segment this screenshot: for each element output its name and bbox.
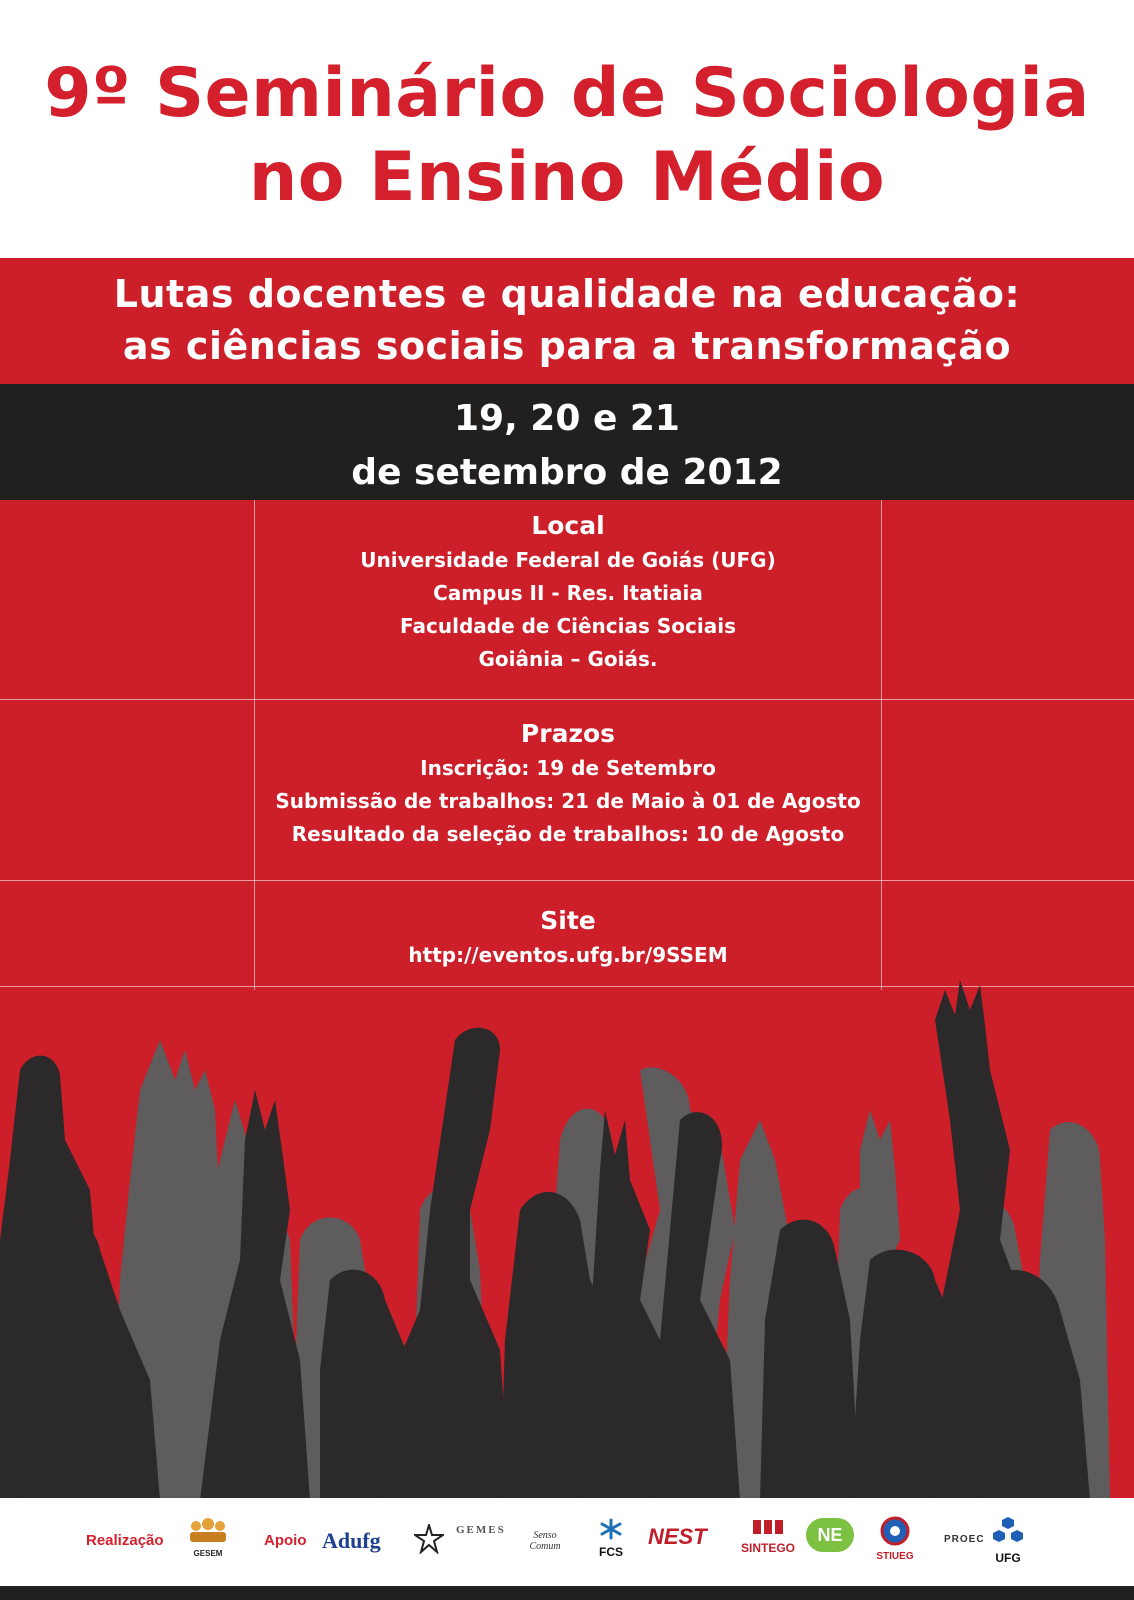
stiueg-logo-text: STIUEG bbox=[876, 1551, 914, 1562]
stiueg-seal-icon bbox=[878, 1516, 912, 1546]
event-title-line1: 9º Seminário de Sociologia bbox=[44, 54, 1090, 133]
gesem-people-icon bbox=[186, 1518, 230, 1544]
fcs-logo bbox=[594, 1518, 628, 1559]
realizacao-label: Realização bbox=[86, 1532, 164, 1549]
sensocomum-logo: Senso Comum bbox=[529, 1530, 561, 1552]
event-title bbox=[0, 52, 1134, 220]
apoio-label: Apoio bbox=[264, 1532, 307, 1549]
event-dates-days: 19, 20 e 21 bbox=[454, 398, 680, 439]
event-dates bbox=[0, 392, 1134, 500]
site-section bbox=[255, 903, 881, 972]
prazos-heading: Prazos bbox=[520, 719, 616, 748]
local-section bbox=[255, 508, 881, 676]
bottom-bar bbox=[0, 1586, 1134, 1600]
local-line: Goiânia – Goiás. bbox=[478, 647, 658, 671]
crowd-silhouette-illustration bbox=[0, 980, 1134, 1500]
nese-logo: NE bbox=[806, 1518, 854, 1552]
event-title-line2: no Ensino Médio bbox=[248, 138, 886, 217]
sintego-logo bbox=[738, 1518, 798, 1555]
local-heading: Local bbox=[531, 511, 605, 540]
ufg-logo bbox=[988, 1516, 1028, 1565]
event-subtitle-line2: as ciências sociais para a transformação bbox=[122, 324, 1012, 368]
local-line: Campus II - Res. Itatiaia bbox=[433, 581, 703, 605]
site-url[interactable]: http://eventos.ufg.br/9SSEM bbox=[408, 943, 728, 967]
local-line: Faculdade de Ciências Sociais bbox=[400, 614, 736, 638]
gesem-logo-text: GESEM bbox=[193, 1549, 223, 1558]
nest-logo: NEST bbox=[648, 1524, 707, 1549]
gesem-logo bbox=[186, 1518, 230, 1558]
local-line: Universidade Federal de Goiás (UFG) bbox=[360, 548, 776, 572]
sintego-emblem-icon bbox=[751, 1518, 785, 1536]
prazos-section bbox=[255, 716, 881, 851]
gemes-logo-text: GEMES bbox=[456, 1524, 506, 1536]
site-heading: Site bbox=[540, 906, 596, 935]
stiueg-logo bbox=[872, 1516, 918, 1562]
prazos-line: Inscrição: 19 de Setembro bbox=[420, 756, 716, 780]
grid-line-2 bbox=[0, 880, 1134, 881]
sintego-logo-text: SINTEGO bbox=[740, 1541, 795, 1555]
grid-line-right bbox=[881, 500, 882, 990]
fcs-asterisk-icon bbox=[596, 1518, 626, 1540]
event-subtitle-line1: Lutas docentes e qualidade na educação: bbox=[113, 272, 1021, 316]
event-subtitle bbox=[0, 268, 1134, 372]
proec-logo: PROEC bbox=[944, 1534, 985, 1545]
prazos-line: Submissão de trabalhos: 21 de Maio à 01 de Agosto bbox=[275, 789, 861, 813]
gemes-star-icon bbox=[414, 1524, 444, 1554]
gemes-logo bbox=[414, 1524, 444, 1559]
ufg-hexagon-icon bbox=[990, 1516, 1026, 1546]
prazos-line: Resultado da seleção de trabalhos: 10 de Agosto bbox=[291, 822, 845, 846]
fcs-logo-text: FCS bbox=[599, 1545, 623, 1559]
ufg-logo-text: UFG bbox=[995, 1551, 1021, 1565]
grid-line-1 bbox=[0, 699, 1134, 700]
adufg-logo: Adufg bbox=[322, 1528, 381, 1553]
event-dates-month-year: de setembro de 2012 bbox=[351, 452, 783, 493]
